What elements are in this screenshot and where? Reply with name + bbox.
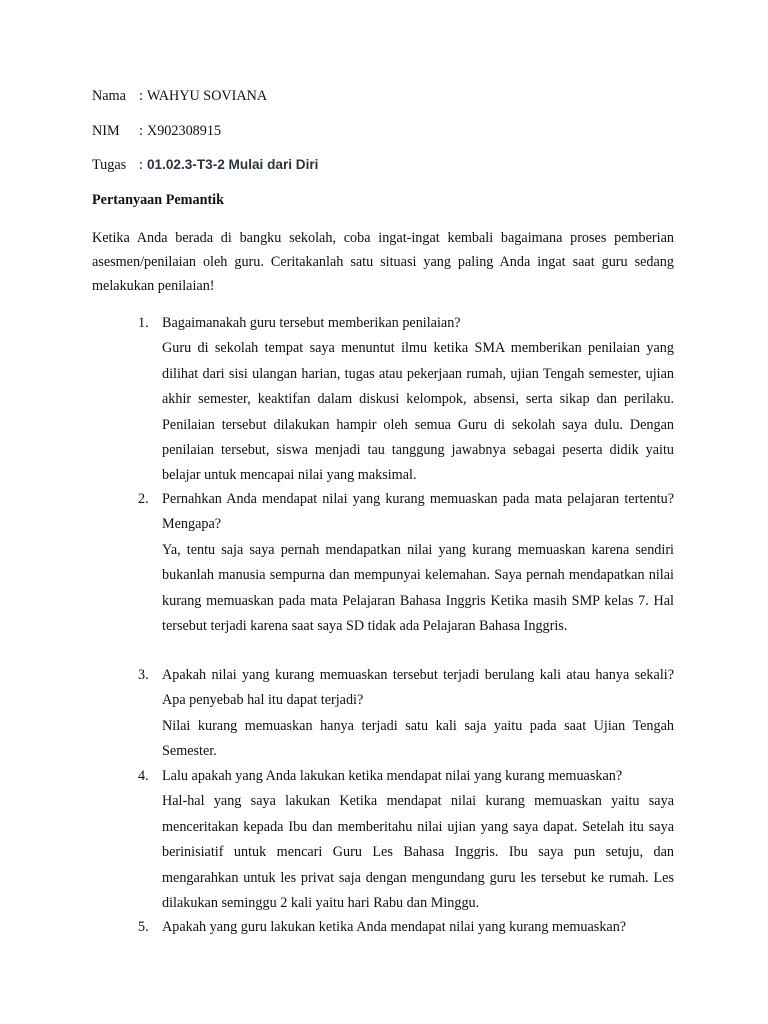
- list-item: [138, 915, 674, 940]
- name-value: WAHYU SOVIANA: [146, 88, 268, 104]
- item-number: 1.: [138, 315, 149, 331]
- question-text: Apakah yang guru lakukan ketika Anda mendapat nilai yang kurang memuaskan?: [162, 919, 627, 935]
- task-row: [92, 155, 318, 175]
- question-text: Pernahkan Anda mendapat nilai yang kurang memuaskan pada mata pelajaran tertentu? Mengapa?: [162, 491, 674, 533]
- task-value: 01.02.3-T3-2 Mulai dari Diri: [146, 157, 319, 172]
- task-label: Tugas: [92, 157, 127, 173]
- section-heading: Pertanyaan Pemantik: [92, 192, 225, 208]
- nim-value: X902308915: [146, 123, 222, 139]
- item-number: 4.: [138, 768, 149, 784]
- list-item: [138, 764, 674, 916]
- name-separator: :: [139, 88, 143, 104]
- answer-text: Nilai kurang memuaskan hanya terjadi satu kali saja yaitu pada saat Ujian Tengah Semester.: [162, 717, 674, 760]
- intro-paragraph: Ketika Anda berada di bangku sekolah, coba ingat-ingat kembali bagaimana proses pemberian asesmen/penilaian oleh guru. Ceritakanlah satu situasi yang paling Anda ingat saat guru sedang melakukan penilaian!: [92, 230, 674, 294]
- nim-separator: :: [139, 123, 143, 139]
- item-number: 5.: [138, 919, 149, 935]
- name-row: [92, 86, 267, 106]
- question-text: Lalu apakah yang Anda lakukan ketika mendapat nilai yang kurang memuaskan?: [162, 768, 623, 784]
- answer-text: Hal-hal yang saya lakukan Ketika mendapat nilai kurang memuaskan yaitu saya menceritakan kepada Ibu dan memberitahu nilai ujian yang saya dapat. Setelah itu saya berinisiatif untuk mencari Guru Les Bahasa Inggris. Ibu saya pun setuju, dan mengarahkan untuk les privat saja dengan mengundang guru les tersebut ke rumah. Les dilakukan seminggu 2 kali yaitu hari Rabu dan Minggu.: [162, 793, 674, 912]
- question-text: Bagaimanakah guru tersebut memberikan penilaian?: [162, 315, 461, 331]
- list-item: [138, 663, 674, 765]
- list-item: [138, 487, 674, 639]
- nim-label: NIM: [92, 123, 120, 139]
- item-number: 3.: [138, 667, 149, 683]
- task-separator: :: [139, 157, 143, 173]
- list-item: [138, 311, 674, 489]
- answer-text: Ya, tentu saja saya pernah mendapatkan nilai yang kurang memuaskan karena sendiri bukanlah manusia sempurna dan mempunyai kelemahan. Saya pernah mendapatkan nilai kurang memuaskan pada mata Pelajaran Bahasa Inggris Ketika masih SMP kelas 7. Hal tersebut terjadi karena saat saya SD tidak ada Pelajaran Bahasa Inggris.: [162, 541, 674, 635]
- nim-row: [92, 121, 221, 141]
- question-text: Apakah nilai yang kurang memuaskan tersebut terjadi berulang kali atau hanya sekali? Apa penyebab hal itu dapat terjadi?: [162, 667, 674, 709]
- name-label: Nama: [92, 88, 126, 104]
- answer-text: Guru di sekolah tempat saya menuntut ilmu ketika SMA memberikan penilaian yang dilihat dari sisi ulangan harian, tugas atau pekerjaan rumah, ujian Tengah semester, ujian akhir semester, keaktifan dalam diskusi kelompok, absensi, serta sikap dan perilaku. Penilaian tersebut dilakukan hampir oleh semua Guru di sekolah saya dulu. Dengan penilaian tersebut, siswa menjadi tau tanggung jawabnya sebagai peserta didik yaitu belajar untuk mencapai nilai yang maksimal.: [162, 340, 674, 484]
- item-number: 2.: [138, 491, 149, 507]
